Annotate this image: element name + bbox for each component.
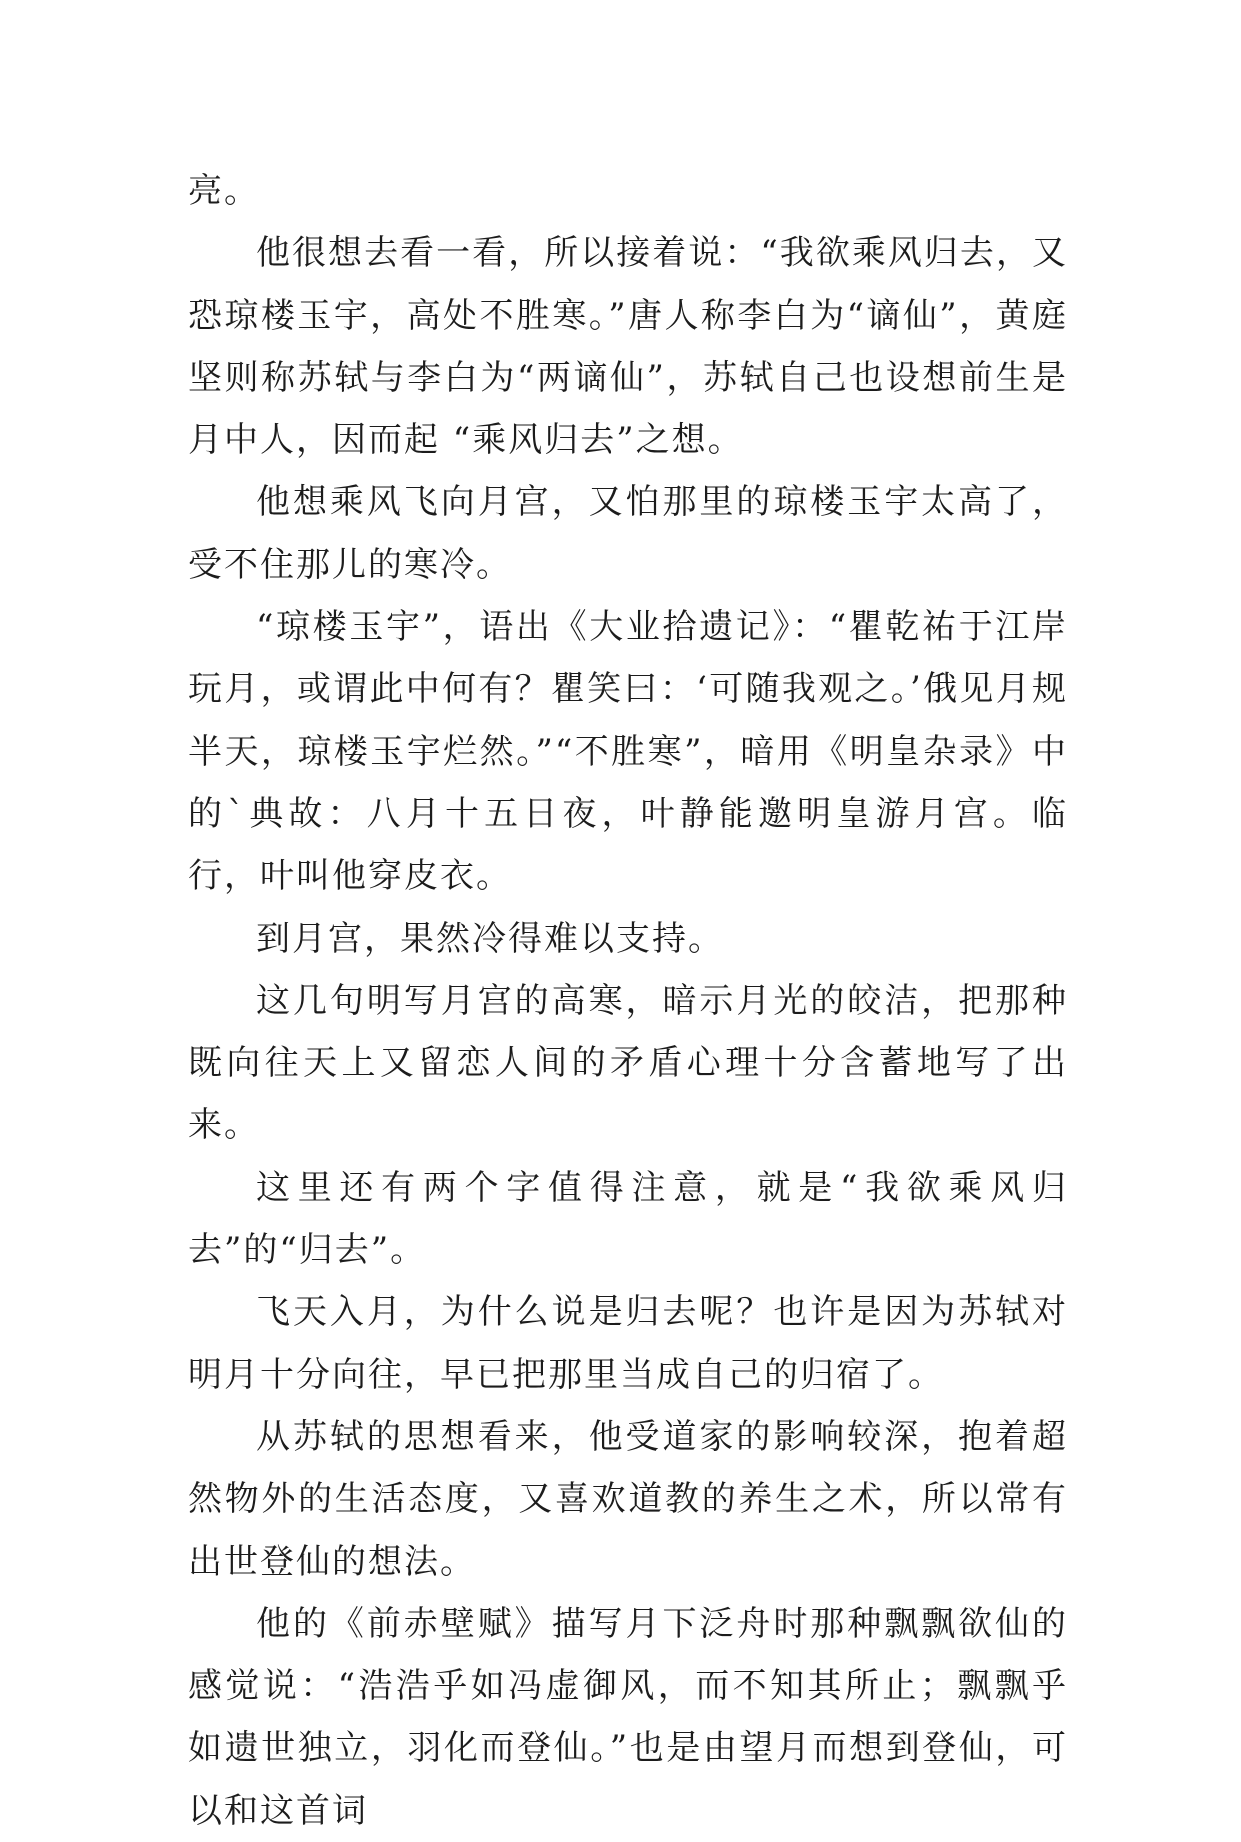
- paragraph-3: 他想乘风飞向月宫，又怕那里的琼楼玉宇太高了，受不住那儿的寒冷。: [188, 482, 1068, 585]
- paragraph-6: 这几句明写月宫的高寒，暗示月光的皎洁，把那种既向往天上又留恋人间的矛盾心理十分含蓄地写了出来。: [188, 980, 1068, 1146]
- paragraph-1: 亮。: [188, 171, 260, 211]
- document-body: [188, 160, 1068, 1842]
- paragraph-5: 到月宫，果然冷得难以支持。: [256, 918, 724, 959]
- paragraph-10: 他的《前赤壁赋》描写月下泛舟时那种飘飘欲仙的感觉说：“浩浩乎如冯虚御风，而不知其所止；飘飘乎如遗世独立，羽化而登仙。”也是由望月而想到登仙，可以和这首词: [188, 1603, 1068, 1831]
- paragraph-8: 飞天入月，为什么说是归去呢？也许是因为苏轼对明月十分向往，早已把那里当成自己的归宿了。: [188, 1292, 1068, 1395]
- paragraph-7: 这里还有两个字值得注意，就是“我欲乘风归去”的“归去”。: [188, 1167, 1068, 1271]
- paragraph-4: “琼楼玉宇”，语出《大业拾遗记》：“瞿乾祐于江岸玩月，或谓此中何有？瞿笑曰：‘可随我观之。’俄见月规半天，琼楼玉宇烂然。”“不胜寒”，暗用《明皇杂录》中的`典故：八月十五日夜，叶静能邀明皇游月宫。临行，叶叫他穿皮衣。: [188, 607, 1068, 897]
- paragraph-9: 从苏轼的思想看来，他受道家的影响较深，抱着超然物外的生活态度，又喜欢道教的养生之术，所以常有出世登仙的想法。: [188, 1416, 1068, 1582]
- paragraph-2: 他很想去看一看，所以接着说：“我欲乘风归去，又恐琼楼玉宇，高处不胜寒。”唐人称李白为“谪仙”，黄庭坚则称苏轼与李白为“两谪仙”，苏轼自己也设想前生是月中人，因而起 “乘风归去”之想。: [188, 233, 1068, 461]
